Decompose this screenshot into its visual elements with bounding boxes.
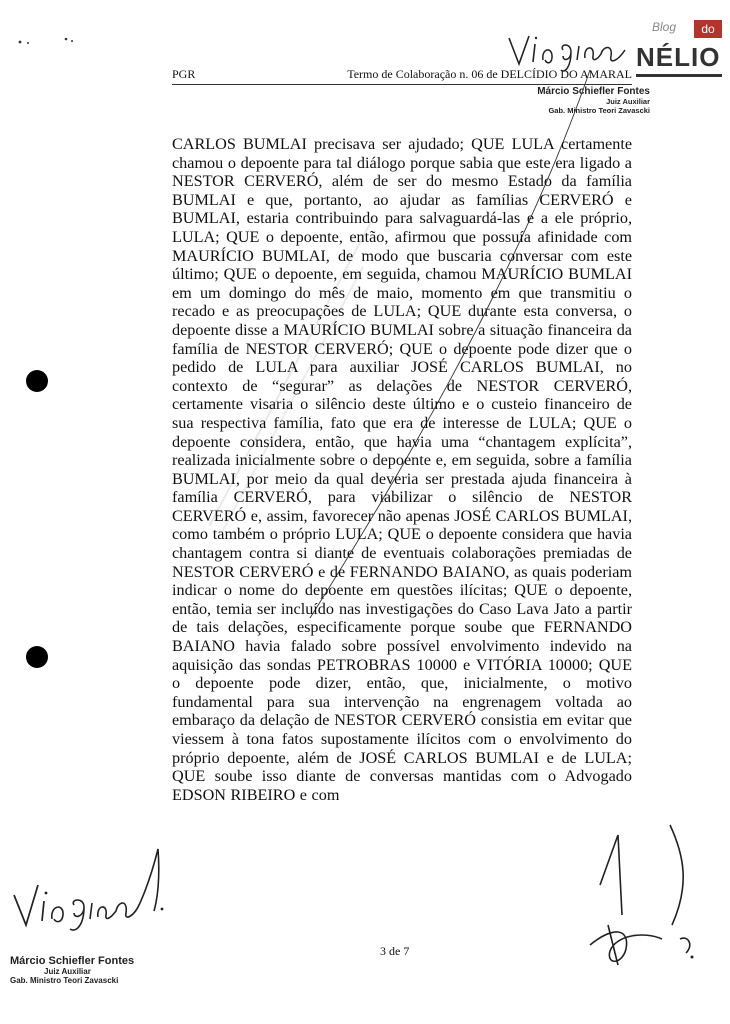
stamp-bottom-name: Márcio Schiefler Fontes [10, 955, 135, 967]
logo-do-badge: do [694, 20, 722, 38]
stamp-bottom-office: Gab. Ministro Teori Zavascki [10, 976, 119, 985]
handwritten-via-original-bottom [8, 845, 168, 935]
stamp-top-name: Márcio Schiefler Fontes [537, 86, 650, 97]
initials-signature [560, 815, 730, 975]
header-org: PGR [172, 67, 196, 81]
stamp-top-role: Juiz Auxiliar [606, 97, 650, 106]
header-title: Termo de Colaboração n. 06 de DELCÍDIO DO AMARAL [347, 67, 632, 81]
page-number: 3 de 7 [380, 944, 410, 958]
stamp-bottom-role: Juiz Auxiliar [44, 967, 91, 976]
document-body: CARLOS BUMLAI precisava ser ajudado; QUE LULA certamente chamou o depoente para tal diálogo porque sabia que este era ligado a NESTOR CERVERÓ, além de ser do mesmo Estado da família BUMLAI e que, portanto, ao ajudar as famílias CERVERÓ e BUMLAI, estaria contribuindo para salvaguardá-las e a ele próprio, LULA; QUE o depoente, então, afirmou que possuía afinidade com MAURÍCIO BUMLAI, de modo que buscaria conversar com este último; QUE o depoente, em seguida, chamou MAURÍCIO BUMLAI em um domingo do mês de maio, momento em que transmitiu o recado e as preocupações de LULA; QUE durante esta conversa, o depoente disse a MAURÍCIO BUMLAI sobre a situação financeira da família de NESTOR CERVERÓ; QUE o depoente pode dizer que o pedido de LULA para auxiliar JOSÉ CARLOS BUMLAI, no contexto de “segurar” as delações de NESTOR CERVERÓ, certamente visaria o silêncio deste último e o custeio financeiro de sua respectiva família, fato que era de interesse de LULA; QUE o depoente considera, então, que havia uma “chantagem explícita”, realizada inicialmente sobre o depoente e, em seguida, sobre a família BUMLAI, por meio da qual deveria ser prestada ajuda financeira à família CERVERÓ, para viabilizar o silêncio de NESTOR CERVERÓ e, assim, favorecer não apenas JOSÉ CARLOS BUMLAI, como também o próprio LULA; QUE o depoente considera que havia chantagem contra si diante de eventuais colaborações premiadas de NESTOR CERVERÓ e de FERNANDO BAIANO, as quais poderiam indicar o nome do depoente em questões ilícitas; QUE o depoente, então, temia ser incluído nas investigações do Caso Lava Jato a partir de tais delações, especificamente porque soube que FERNANDO BAIANO havia falado sobre possível envolvimento indevido na aquisição das sondas PETROBRAS 10000 e VITÓRIA 10000; QUE o depoente pode dizer, então, que, inicialmente, o motivo fundamental para sua intervenção na engrenagem voltada ao embaraço da delação de NESTOR CERVERÓ consistia em evitar que viessem à tona fatos supostamente ilícitos com o envolvimento do próprio depoente, além de JOSÉ CARLOS BUMLAI e de LULA; QUE soube isso diante de conversas mantidas com o Advogado EDSON RIBEIRO e com [172, 135, 632, 804]
punch-hole-upper [26, 370, 48, 392]
logo-blog-text: Blog [652, 20, 677, 34]
logo-underline [636, 74, 722, 77]
logo-name: NÉLIO [636, 42, 721, 72]
scan-specks [14, 32, 84, 52]
blog-logo [628, 18, 726, 80]
stamp-top-office: Gab. Ministro Teori Zavascki [548, 106, 650, 115]
punch-hole-lower [26, 646, 48, 668]
judge-stamp-bottom [10, 955, 210, 985]
